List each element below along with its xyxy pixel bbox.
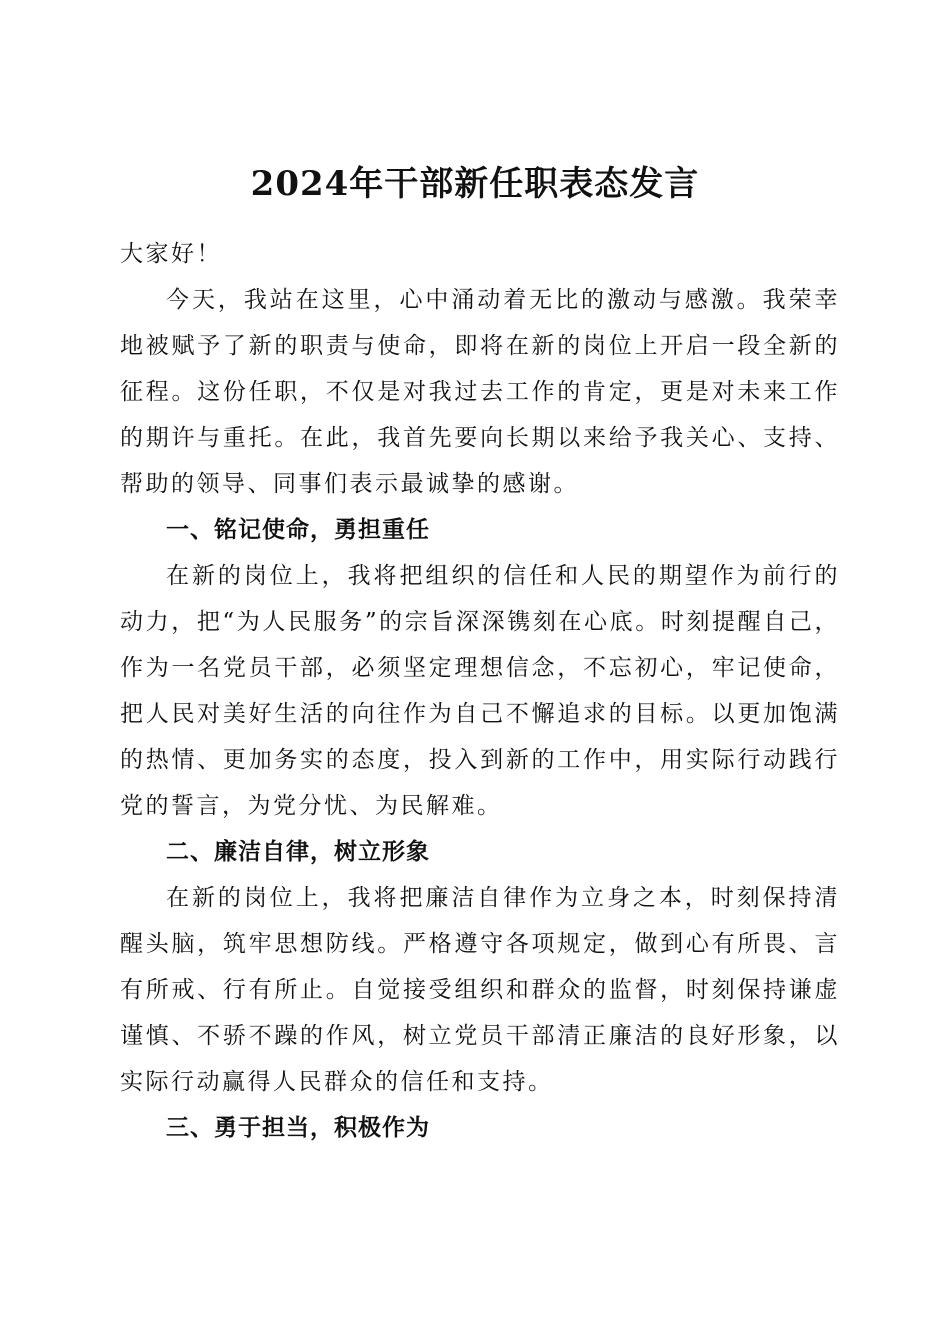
document-body: [120, 231, 840, 1151]
section-heading-1: 一、铭记使命，勇担重任: [166, 517, 430, 543]
section-heading-3: 三、勇于担当，积极作为: [166, 1115, 430, 1141]
section-body-1: 在新的岗位上，我将把组织的信任和人民的期望作为前行的动力，把“为人民服务”的宗旨深深镌刻在心底。时刻提醒自己，作为一名党员干部，必须坚定理想信念，不忘初心，牢记使命，把人民对美好生活的向往作为自己不懈追求的目标。以更加饱满的热情、更加务实的态度，投入到新的工作中，用实际行动践行党的誓言，为党分忧、为民解难。: [120, 563, 840, 819]
section-heading-2: 二、廉洁自律，树立形象: [166, 839, 430, 865]
greeting: 大家好！: [120, 241, 222, 267]
intro-paragraph: 今天，我站在这里，心中涌动着无比的激动与感激。我荣幸地被赋予了新的职责与使命，即将在新的岗位上开启一段全新的征程。这份任职，不仅是对我过去工作的肯定，更是对未来工作的期许与重托。在此，我首先要向长期以来给予我关心、支持、帮助的领导、同事们表示最诚挚的感谢。: [120, 287, 840, 497]
section-body-2: 在新的岗位上，我将把廉洁自律作为立身之本，时刻保持清醒头脑，筑牢思想防线。严格遵守各项规定，做到心有所畏、言有所戒、行有所止。自觉接受组织和群众的监督，时刻保持谦虚谨慎、不骄不躁的作风，树立党员干部清正廉洁的良好形象，以实际行动赢得人民群众的信任和支持。: [120, 885, 840, 1095]
document-title: 2024年干部新任职表态发言: [250, 163, 700, 204]
